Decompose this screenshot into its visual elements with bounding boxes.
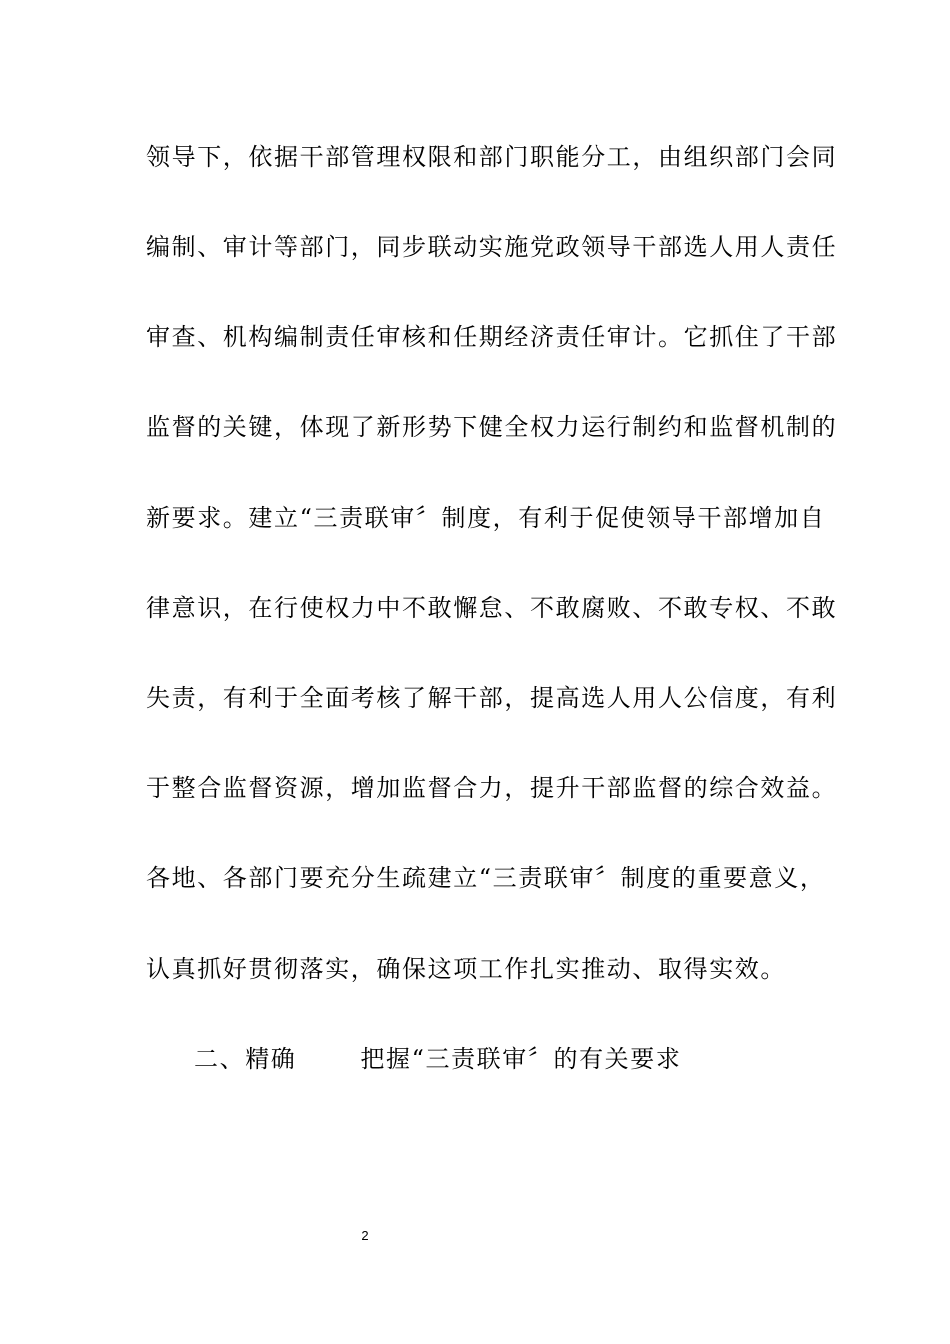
body-text-line: 认真抓好贯彻落实，确保这项工作扎实推动、取得实效。 xyxy=(146,955,786,983)
page-number: 2 xyxy=(361,1228,369,1243)
body-text-line: 编制、审计等部门，同步联动实施党政领导干部选人用人责任 xyxy=(146,233,838,261)
body-text-line: 审查、机构编制责任审核和任期经济责任审计。它抓住了干部 xyxy=(146,323,838,351)
body-text-line: 领导下，依据干部管理权限和部门职能分工，由组织部门会同 xyxy=(146,143,838,171)
body-text-line: 监督的关键，体现了新形势下健全权力运行制约和监督机制的 xyxy=(146,413,838,441)
body-text-line: 失责，有利于全面考核了解干部，提高选人用人公信度，有利 xyxy=(146,684,838,712)
body-text-line: 于整合监督资源，增加监督合力，提升干部监督的综合效益。 xyxy=(146,774,838,802)
section-heading-title: 把握“三责联审〞的有关要求 xyxy=(360,1045,682,1073)
body-text-line: 各地、各部门要充分生疏建立“三责联审〞制度的重要意义， xyxy=(146,864,826,892)
section-heading xyxy=(194,1044,681,1074)
body-text-line: 律意识，在行使权力中不敢懈怠、不敢腐败、不敢专权、不敢 xyxy=(146,594,838,622)
body-text-line: 新要求。建立“三责联审〞制度，有利于促使领导干部增加自 xyxy=(146,504,826,532)
section-heading-number: 二、精确 xyxy=(194,1045,297,1073)
